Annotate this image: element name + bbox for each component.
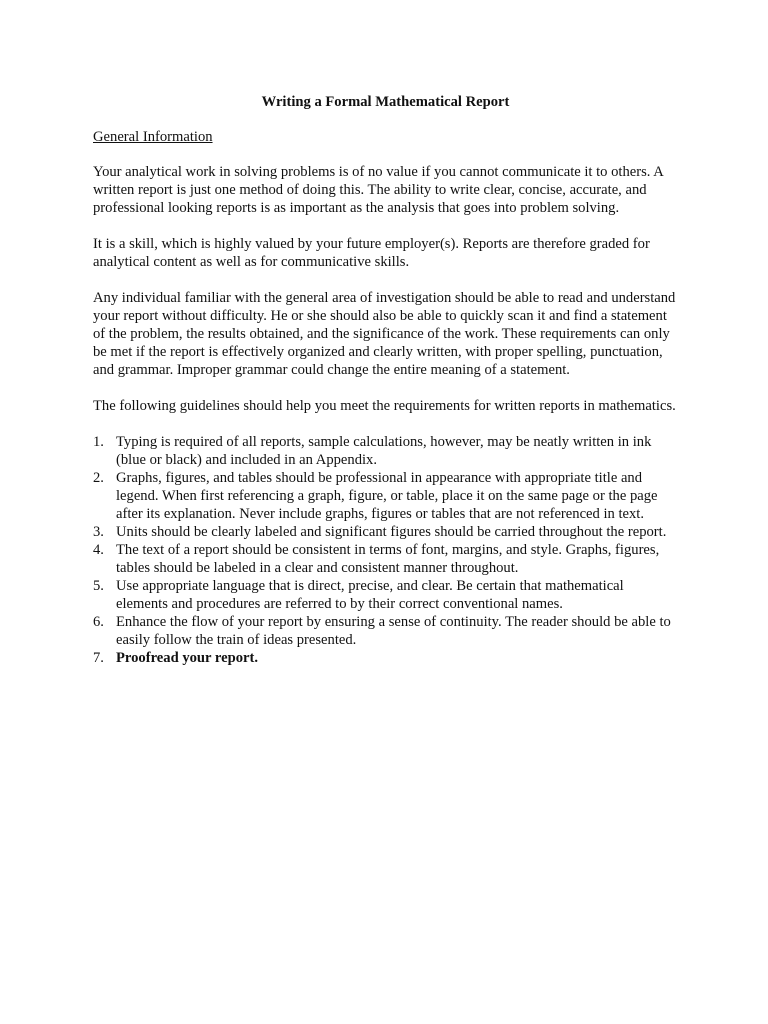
list-item-number: 6. (93, 614, 104, 630)
list-item-number: 1. (93, 434, 104, 450)
document-page (93, 93, 678, 667)
list-item-text: Graphs, figures, and tables should be professional in appearance with appropriate title and legend. When first referencing a graph, figure, or table, place it on the same page or the page after its explanation. Never include graphs, figures or tables that are not referenced in text. (116, 470, 658, 522)
list-item-number: 5. (93, 578, 104, 594)
paragraph-skill: It is a skill, which is highly valued by your future employer(s). Reports are therefore graded for analytical content as well as for communicative skills. (93, 236, 650, 270)
list-item (93, 541, 678, 577)
list-item-number: 2. (93, 470, 104, 486)
paragraph-guidelines-intro: The following guidelines should help you meet the requirements for written reports in mathematics. (93, 398, 676, 414)
paragraph-readability: Any individual familiar with the general area of investigation should be able to read and understand your report without difficulty. He or she should also be able to quickly scan it and find a statement of the problem, the results obtained, and the significance of the work. These requirements can only be met if the report is effectively organized and clearly written, with proper spelling, punctuation, and grammar. Improper grammar could change the entire meaning of a statement. (93, 290, 676, 378)
paragraph-intro: Your analytical work in solving problems is of no value if you cannot communicate it to others. A written report is just one method of doing this. The ability to write clear, concise, accurate, and professional looking reports is as important as the analysis that goes into problem solving. (93, 164, 664, 216)
list-item-text: Units should be clearly labeled and significant figures should be carried throughout the report. (116, 524, 667, 540)
list-item-text: Proofread your report. (116, 650, 258, 666)
list-item-text: Typing is required of all reports, sample calculations, however, may be neatly written in ink (blue or black) and included in an Appendix. (116, 434, 652, 468)
list-item-text: Use appropriate language that is direct, precise, and clear. Be certain that mathematical elements and procedures are referred to by their correct conventional names. (116, 578, 624, 612)
guidelines-list (93, 433, 678, 667)
list-item-text: The text of a report should be consistent in terms of font, margins, and style. Graphs, figures, tables should be labeled in a clear and consistent manner throughout. (116, 542, 660, 576)
list-item (93, 433, 678, 469)
list-item-number: 4. (93, 542, 104, 558)
section-heading: General Information (93, 129, 213, 145)
list-item (93, 613, 678, 649)
list-item (93, 649, 678, 667)
list-item-text: Enhance the flow of your report by ensuring a sense of continuity. The reader should be able to easily follow the train of ideas presented. (116, 614, 671, 648)
list-item (93, 577, 678, 613)
list-item-number: 3. (93, 524, 104, 540)
list-item-number: 7. (93, 650, 104, 666)
list-item (93, 469, 678, 523)
list-item (93, 523, 678, 541)
document-title: Writing a Formal Mathematical Report (261, 94, 510, 110)
